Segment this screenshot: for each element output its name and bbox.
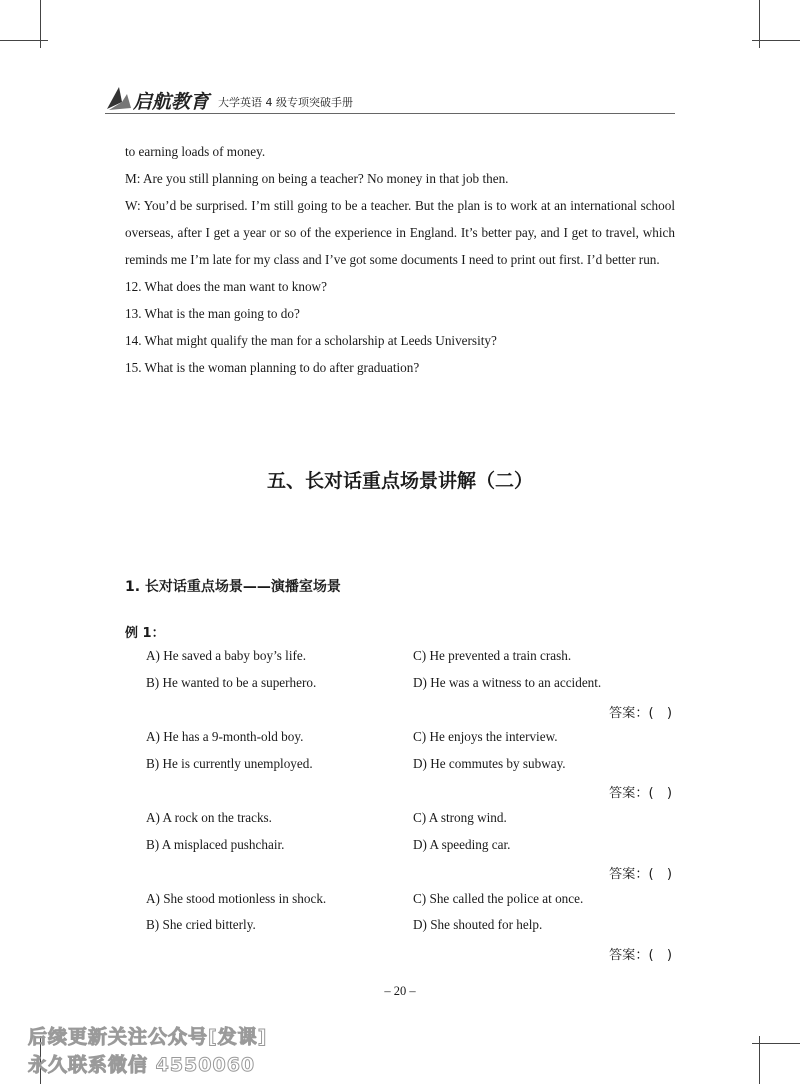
answer-blank: 答案：( ) — [608, 867, 672, 882]
option-c: C) She called the police at once. — [413, 891, 584, 906]
watermark-line: 永久联系微信 4550060 — [28, 1054, 256, 1076]
watermark-line: 后续更新关注公众号[发课] — [28, 1026, 268, 1048]
logo-text: 启航教育 — [133, 91, 210, 113]
header-subtitle: 大学英语 4 级专项突破手册 — [218, 96, 353, 109]
option-b: B) He wanted to be a superhero. — [146, 675, 317, 690]
option-a: A) She stood motionless in shock. — [146, 891, 327, 906]
question-item: 12. What does the man want to know? — [125, 279, 327, 294]
dialogue-line: M: Are you still planning on being a teacher? No money in that job then. — [125, 171, 509, 186]
dialogue-text — [125, 138, 675, 381]
example-label: 例 1： — [125, 626, 165, 641]
sail-logo-icon — [105, 86, 133, 110]
option-c: C) He prevented a train crash. — [413, 648, 572, 663]
option-c: C) A strong wind. — [413, 810, 507, 825]
question-item: 14. What might qualify the man for a scholarship at Leeds University? — [125, 333, 497, 348]
option-b: B) A misplaced pushchair. — [146, 837, 285, 852]
dialogue-line: W: You’d be surprised. I’m still going to be a teacher. But the plan is to work at an international school overseas, after I get a year or so of the experience in England. It’s better pay, and I get to travel, which reminds me I’m late for my class and I’ve got some documents I need to print out first. I’d better run. — [125, 198, 675, 267]
answer-blank: 答案：( ) — [608, 706, 672, 721]
subsection-title: 1. 长对话重点场景——演播室场景 — [125, 579, 341, 595]
option-c: C) He enjoys the interview. — [413, 729, 558, 744]
question-item: 13. What is the man going to do? — [125, 306, 300, 321]
dialogue-line: to earning loads of money. — [125, 144, 266, 159]
question-item: 15. What is the woman planning to do after graduation? — [125, 360, 420, 375]
option-d: D) He was a witness to an accident. — [413, 675, 602, 690]
crop-mark — [752, 40, 800, 41]
answer-blank: 答案：( ) — [608, 948, 672, 963]
option-b: B) She cried bitterly. — [146, 917, 256, 932]
option-d: D) A speeding car. — [413, 837, 511, 852]
page-number: – 20 – — [384, 984, 416, 998]
page-header — [105, 84, 675, 114]
option-a: A) He saved a baby boy’s life. — [146, 648, 307, 663]
option-a: A) He has a 9-month-old boy. — [146, 729, 304, 744]
option-d: D) She shouted for help. — [413, 917, 543, 932]
option-d: D) He commutes by subway. — [413, 756, 566, 771]
section-title: 五、长对话重点场景讲解（二） — [266, 470, 533, 492]
crop-mark — [0, 40, 48, 41]
option-b: B) He is currently unemployed. — [146, 756, 313, 771]
header-divider — [105, 113, 675, 114]
crop-mark — [752, 1043, 800, 1044]
option-a: A) A rock on the tracks. — [146, 810, 272, 825]
answer-blank: 答案：( ) — [608, 786, 672, 801]
